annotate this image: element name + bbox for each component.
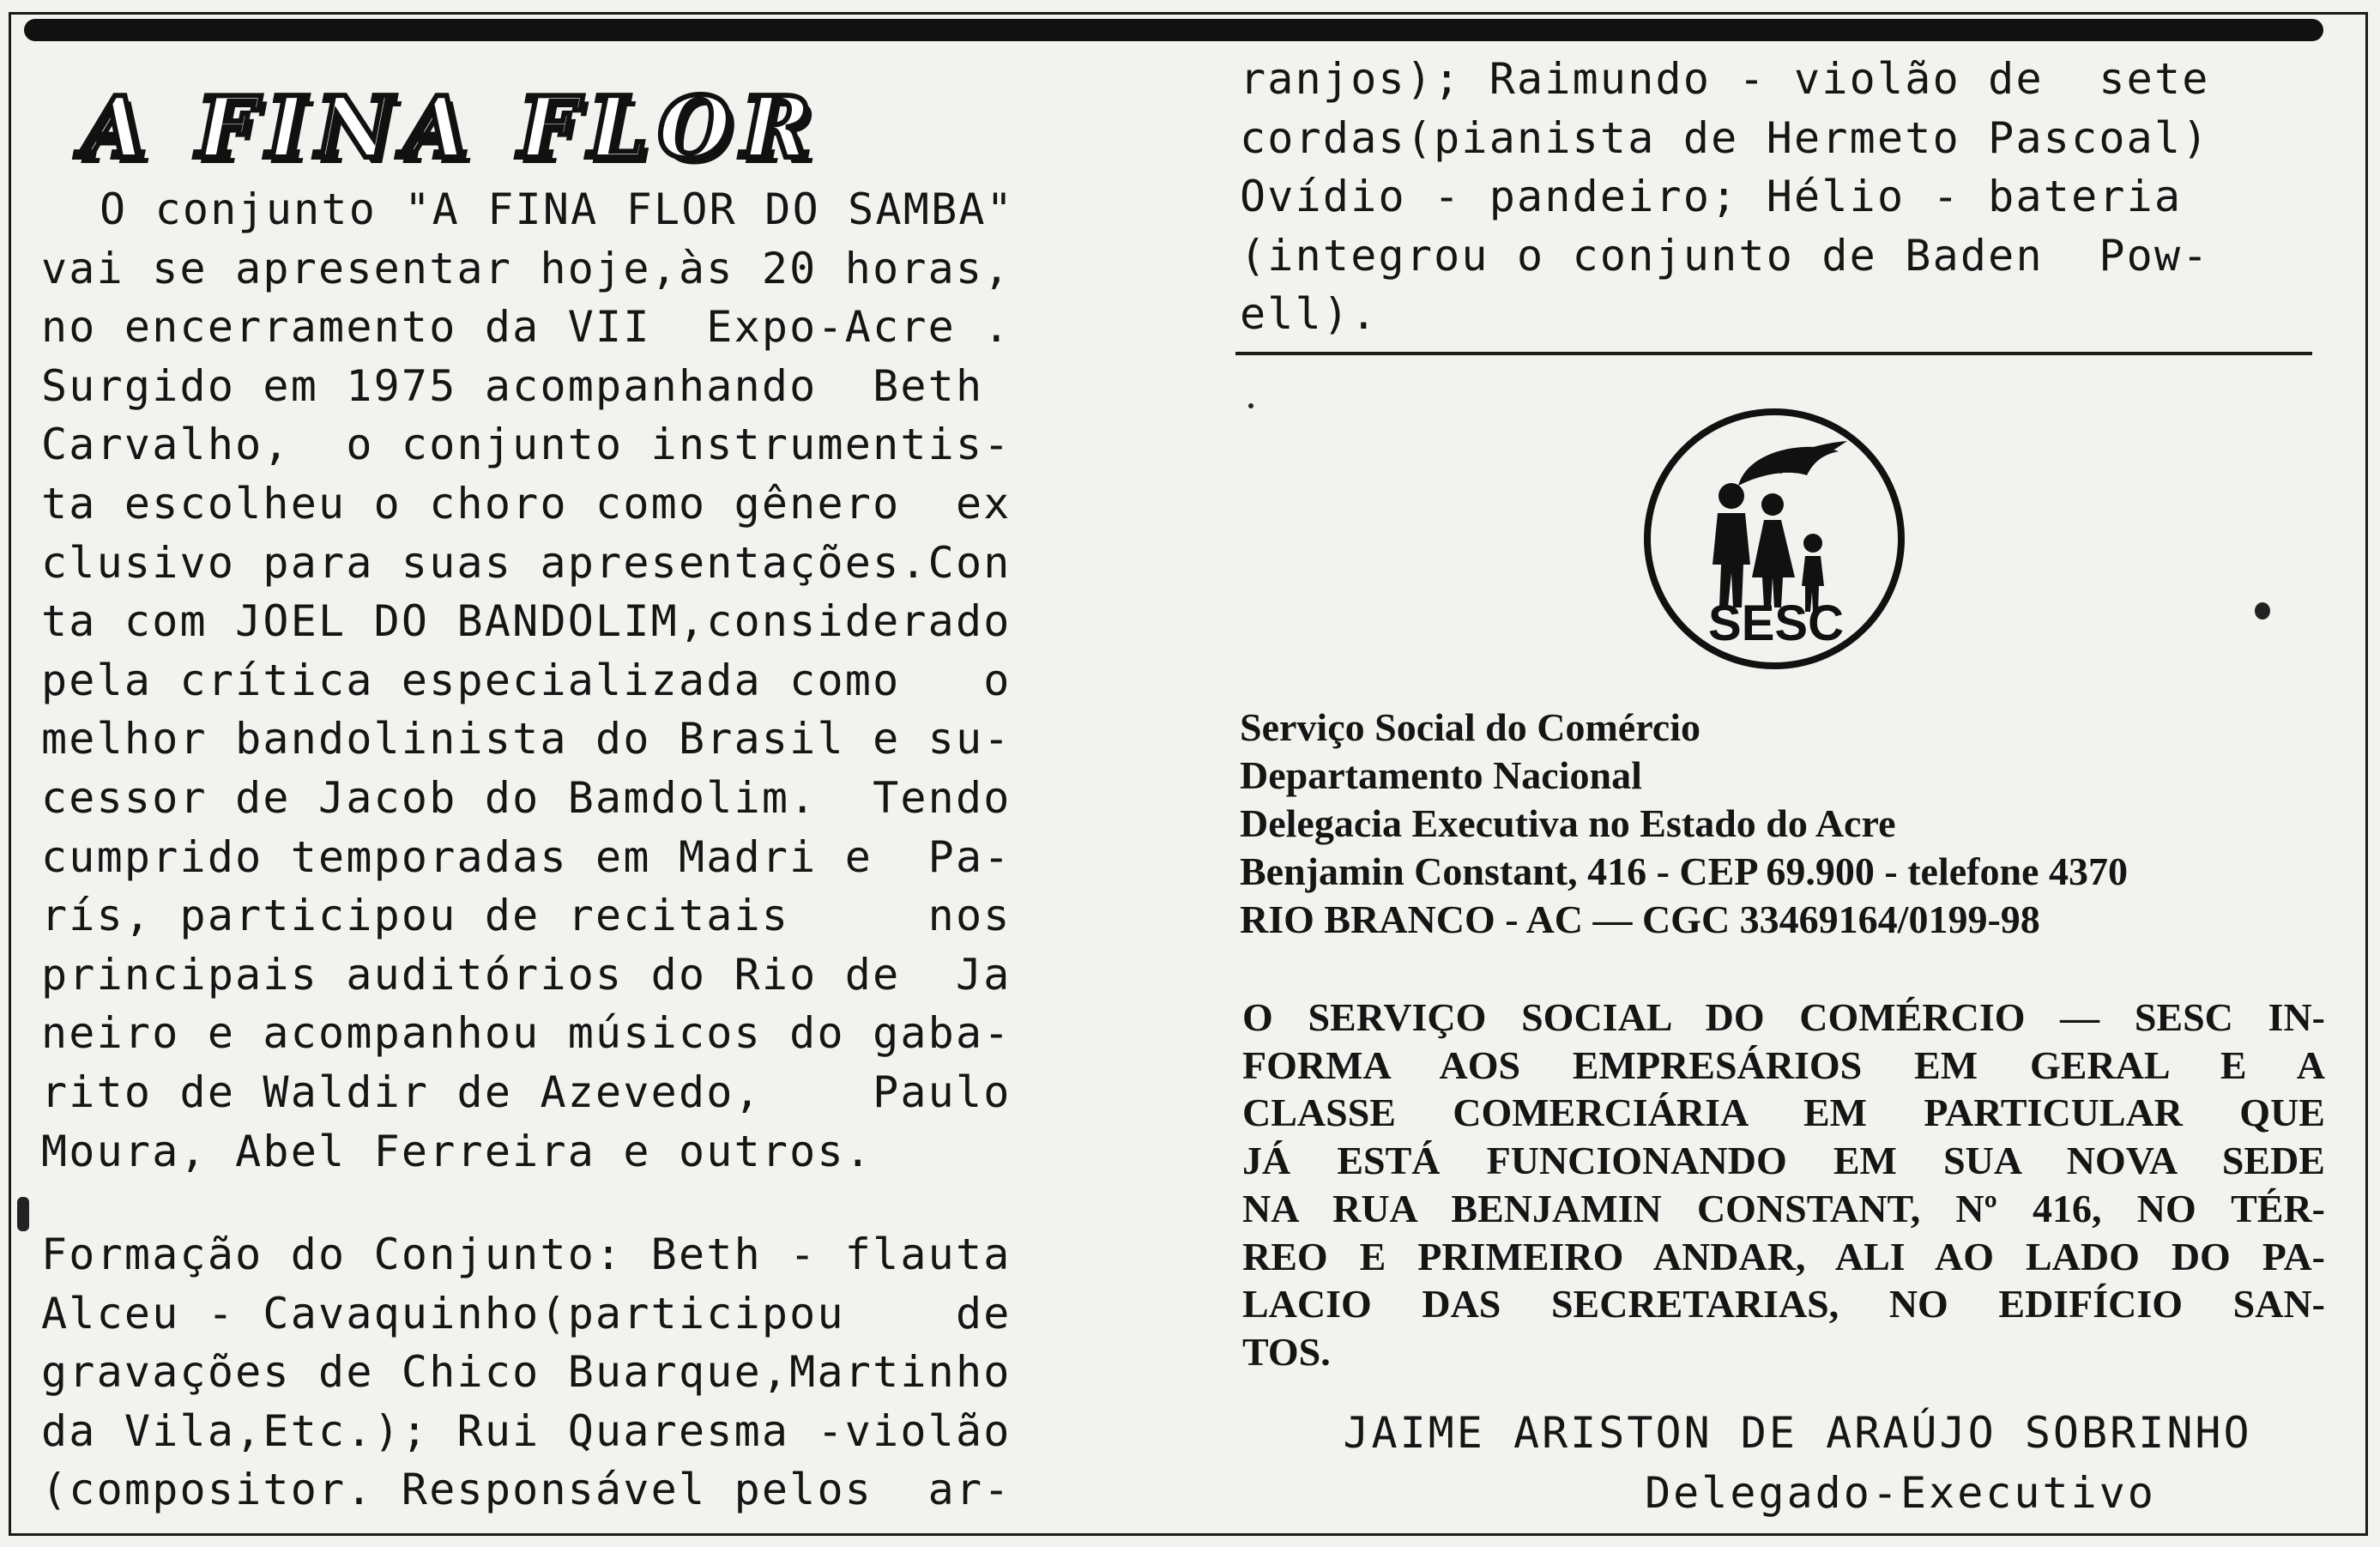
article-line: melhor bandolinista do Brasil e su- bbox=[41, 714, 1012, 764]
article-line: rito de Waldir de Azevedo, Paulo bbox=[41, 1067, 1012, 1117]
logo-text: SESC bbox=[1708, 595, 1844, 651]
notice-line: O SERVIÇO SOCIAL DO COMÉRCIO — SESC IN- bbox=[1242, 995, 2325, 1039]
article-line: cumprido temporadas em Madri e Pa- bbox=[41, 831, 1012, 882]
notice-line: FORMA AOS EMPRESÁRIOS EM GERAL E A bbox=[1242, 1042, 2325, 1087]
notice-line: LACIO DAS SECRETARIAS, NO EDIFÍCIO SAN- bbox=[1242, 1282, 2325, 1326]
address-line: RIO BRANCO - AC — CGC 33469164/0199-98 bbox=[1240, 897, 2040, 941]
headline: A FINA FLOR bbox=[82, 79, 822, 178]
address-line: Benjamin Constant, 416 - CEP 69.900 - telefone 4370 bbox=[1240, 849, 2128, 893]
article-line: ranjos); Raimundo - violão de sete bbox=[1240, 54, 2210, 104]
signer-name: JAIME ARISTON DE ARAÚJO SOBRINHO bbox=[1343, 1408, 2252, 1458]
article-line: neiro e acompanhou músicos do gaba- bbox=[41, 1008, 1012, 1059]
article-line: O conjunto "A FINA FLOR DO SAMBA" bbox=[100, 184, 1014, 234]
article-right-continuation bbox=[1240, 50, 2312, 344]
article-line: principais auditórios do Rio de Ja bbox=[41, 949, 1012, 1000]
article-paragraph-2 bbox=[41, 1225, 1109, 1520]
article-line: Moura, Abel Ferreira e outros. bbox=[41, 1126, 873, 1176]
sesc-family-logo-icon bbox=[1637, 402, 1912, 676]
article-line: ell). bbox=[1240, 289, 1379, 340]
article-line: ta com JOEL DO BANDOLIM,considerado bbox=[41, 596, 1012, 647]
article-paragraph-continued bbox=[1240, 50, 2312, 344]
article-line: cessor de Jacob do Bamdolim. Tendo bbox=[41, 772, 1012, 823]
notice-line: TOS. bbox=[1242, 1329, 1331, 1374]
article-line: Alceu - Cavaquinho(participou de bbox=[41, 1288, 1012, 1339]
article-line: Carvalho, o conjunto instrumentis- bbox=[41, 420, 1012, 470]
article-line: Ovídio - pandeiro; Hélio - bateria bbox=[1240, 172, 2183, 222]
article-line: da Vila,Etc.); Rui Quaresma -violão bbox=[41, 1405, 1012, 1456]
print-speck bbox=[2255, 602, 2270, 619]
notice-line: JÁ ESTÁ FUNCIONANDO EM SUA NOVA SEDE bbox=[1242, 1139, 2325, 1183]
article-line: rís, participou de recitais nos bbox=[41, 891, 1012, 941]
sesc-notice-block bbox=[1242, 994, 2325, 1376]
address-line: Delegacia Executiva no Estado do Acre bbox=[1240, 801, 1896, 845]
signature-block bbox=[1240, 1403, 2321, 1523]
article-line: clusivo para suas apresentações.Con bbox=[41, 537, 1012, 588]
article-line: cordas(pianista de Hermeto Pascoal) bbox=[1240, 112, 2210, 163]
notice-line: CLASSE COMERCIÁRIA EM PARTICULAR QUE bbox=[1242, 1091, 2325, 1135]
article-line: (integrou o conjunto de Baden Pow- bbox=[1240, 230, 2210, 281]
article-line: vai se apresentar hoje,às 20 horas, bbox=[41, 243, 1012, 293]
article-paragraph-1 bbox=[41, 180, 1109, 1181]
article-line: (compositor. Responsável pelos ar- bbox=[41, 1465, 1012, 1515]
address-line: Departamento Nacional bbox=[1240, 753, 1642, 797]
article-line: Surgido em 1975 acompanhando Beth bbox=[41, 360, 984, 411]
article-line: Formação do Conjunto: Beth - flauta bbox=[41, 1230, 1012, 1280]
top-rule bbox=[24, 19, 2323, 41]
article-left-column bbox=[41, 180, 1109, 1520]
article-line: gravações de Chico Buarque,Martinho bbox=[41, 1347, 1012, 1398]
signer-title: Delegado-Executivo bbox=[1645, 1468, 2156, 1518]
address-line: Serviço Social do Comércio bbox=[1240, 705, 1700, 749]
print-speck bbox=[1248, 403, 1253, 408]
notice-line: REO E PRIMEIRO ANDAR, ALI AO LADO DO PA- bbox=[1242, 1234, 2325, 1278]
notice-line: NA RUA BENJAMIN CONSTANT, Nº 416, NO TÉR- bbox=[1242, 1186, 2325, 1230]
column-divider bbox=[1235, 352, 2312, 355]
article-line: ta escolheu o choro como gênero ex bbox=[41, 478, 1012, 529]
print-speck bbox=[17, 1197, 29, 1231]
article-line: pela crítica especializada como o bbox=[41, 655, 1012, 705]
article-line: no encerramento da VII Expo-Acre . bbox=[41, 302, 1012, 353]
sesc-address-block bbox=[1240, 704, 2321, 944]
